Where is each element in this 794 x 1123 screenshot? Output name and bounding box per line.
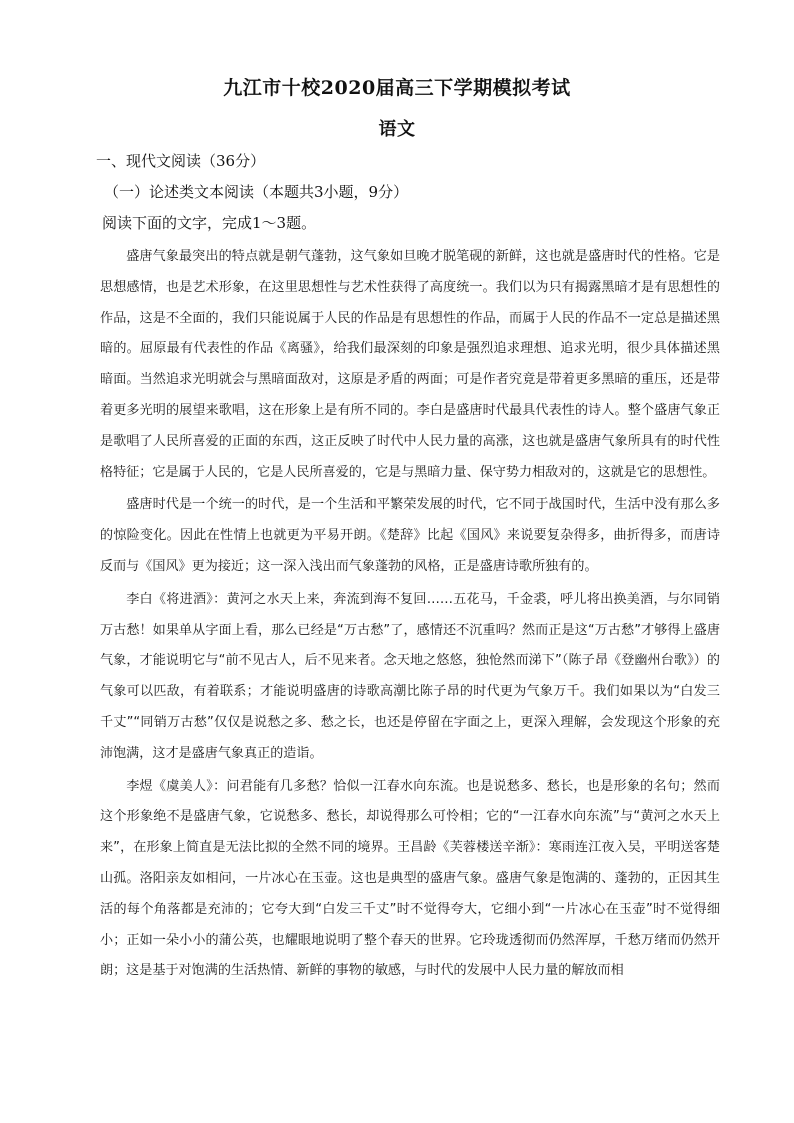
subsection-heading: （一）论述类文本阅读（本题共3小题，9分） [104,183,409,201]
document-title: 九江市十校2020届高三下学期模拟考试 [223,77,571,99]
reading-instruction: 阅读下面的文字，完成1～3题。 [102,214,317,232]
subject-title: 语文 [378,119,416,140]
paragraph: 李白《将进酒》：黄河之水天上来，奔流到海不复回……五花马，千金裘，呼儿将出换美酒，与尔同销万古愁！如果单从字面上看，那么已经是“万古愁”了，感情还不沉重吗？然而正是这“万古愁”才够得上盛唐气象，才能说明它与“前不见古人，后不见来者。念天地之悠悠，独怆然而涕下”（陈子昂《登幽州台歌》）的气象可以匹敌，有着联系；才能说明盛唐的诗歌高潮比陈子昂的时代更为气象万千。我们如果以为“白发三千丈”“同销万古愁”仅仅是说愁之多、愁之长，也还是停留在字面之上，更深入理解，会发现这个形象的充沛饱满，这才是盛唐气象真正的造诣。 [100,591,720,761]
paragraph: 盛唐时代是一个统一的时代，是一个生活和平繁荣发展的时代，它不同于战国时代，生活中没有那么多的惊险变化。因此在性情上也就更为平易开朗。《楚辞》比起《国风》来说要复杂得多，曲折得多，而唐诗反而与《国风》更为接近；这一深入浅出而气象蓬勃的风格，正是盛唐诗歌所独有的。 [100,497,720,574]
paragraph: 盛唐气象最突出的特点就是朝气蓬勃，这气象如旦晚才脱笔砚的新鲜，这也就是盛唐时代的性格。它是思想感情，也是艺术形象，在这里思想性与艺术性获得了高度统一。我们以为只有揭露黑暗才是有思想性的作品，这是不全面的，我们只能说属于人民的作品是有思想性的作品，而属于人民的作品不一定总是描述黑暗的。屈原最有代表性的作品《离骚》，给我们最深刻的印象是强烈追求理想、追求光明，很少具体描述黑暗面。当然追求光明就会与黑暗面敌对，这原是矛盾的两面；可是作者究竟是带着更多黑暗的重压，还是带着更多光明的展望来歌唱，这在形象上是有所不同的。李白是盛唐时代最具代表性的诗人。整个盛唐气象正是歌唱了人民所喜爱的正面的东西，这正反映了时代中人民力量的高涨，这也就是盛唐气象所具有的时代性格特征；它是属于人民的，它是人民所喜爱的，它是与黑暗力量、保守势力相敌对的，这就是它的思想性。 [100,249,720,480]
paragraph: 李煜《虞美人》：问君能有几多愁？恰似一江春水向东流。也是说愁多、愁长，也是形象的名句；然而这个形象绝不是盛唐气象，它说愁多、愁长，却说得那么可怜相；它的“一江春水向东流”与“黄河之水天上来”，在形象上简直是无法比拟的全然不同的境界。王昌龄《芙蓉楼送辛渐》：寒雨连江夜入吴，平明送客楚山孤。洛阳亲友如相问，一片冰心在玉壶。这也是典型的盛唐气象。盛唐气象是饱满的、蓬勃的，正因其生活的每个角落都是充沛的；它夸大到“白发三千丈”时不觉得夸大，它细小到“一片冰心在玉壶”时不觉得细小；正如一朵小小的蒲公英，也耀眼地说明了整个春天的世界。它玲珑透彻而仍然浑厚，千愁万绪而仍然开朗；这是基于对饱满的生活热情、新鲜的事物的敏感，与时代的发展中人民力量的解放而相 [100,778,720,979]
section-heading-1: 一、现代文阅读（36分） [96,152,266,170]
passage-body [100,242,720,989]
